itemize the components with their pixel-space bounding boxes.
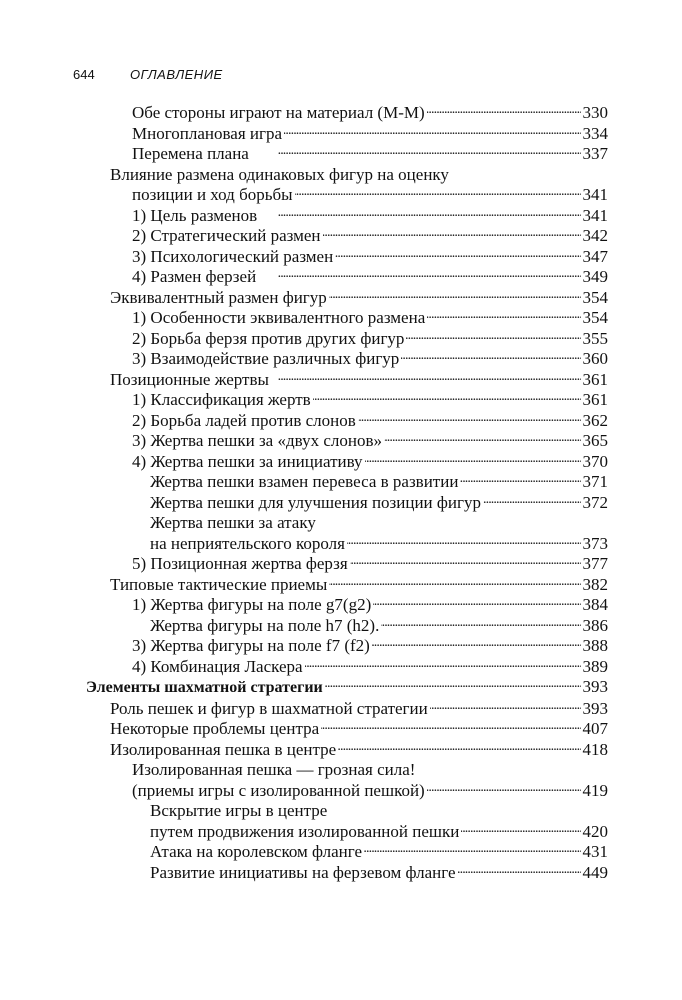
toc-entry-title: Изолированная пешка в центре xyxy=(110,739,337,759)
toc-entry xyxy=(86,636,608,657)
toc-entry-title: Типовые тактические приемы xyxy=(110,574,328,594)
dot-leader xyxy=(347,535,581,549)
toc-entry-title: Обе стороны играют на материал (М-М) xyxy=(132,103,425,122)
toc-entry xyxy=(86,185,608,206)
toc-entry xyxy=(86,226,608,247)
dot-leader xyxy=(284,125,580,139)
toc-entry-title: Изолированная пешка — грозная сила! xyxy=(132,760,416,779)
dot-leader xyxy=(430,700,581,714)
toc-entry-page: 372 xyxy=(582,492,608,512)
toc-entry-title: 2) Борьба ладей против слонов xyxy=(132,410,356,430)
toc-entry xyxy=(86,822,608,843)
toc-entry-page: 361 xyxy=(582,390,608,409)
toc-entry-title: на неприятельского короля xyxy=(150,533,345,553)
toc-entry xyxy=(86,493,608,514)
dot-leader xyxy=(384,432,581,446)
dot-leader xyxy=(461,823,580,837)
dot-leader xyxy=(460,473,580,487)
toc-entry-page: 354 xyxy=(582,287,608,307)
toc-entry xyxy=(86,760,608,781)
dot-leader xyxy=(325,678,581,692)
toc-entry xyxy=(86,144,608,165)
toc-entry-page: 360 xyxy=(582,349,608,368)
toc-entry xyxy=(86,740,608,761)
toc-entry xyxy=(86,411,608,432)
toc-entry xyxy=(86,699,608,720)
toc-entry-page: 386 xyxy=(582,615,608,635)
toc-entry xyxy=(86,452,608,473)
toc-entry-page: 393 xyxy=(582,677,608,696)
toc-entry xyxy=(86,267,608,288)
toc-entry-title: Некоторые проблемы центра xyxy=(110,719,320,738)
toc-entry xyxy=(86,165,608,186)
toc-entry-title: 3) Психологический размен xyxy=(132,246,334,266)
toc-entry-page: 370 xyxy=(582,451,608,471)
toc-entry-title: Роль пешек и фигур в шахматной стратегии xyxy=(110,698,428,718)
toc-entry-page: 382 xyxy=(582,574,608,594)
toc-entry xyxy=(86,103,608,124)
toc-entry-page: 334 xyxy=(582,123,608,143)
toc-entry-page: 388 xyxy=(582,636,608,655)
toc-entry-page: 418 xyxy=(582,739,608,759)
toc-entry xyxy=(86,595,608,616)
dot-leader xyxy=(295,186,581,200)
toc-entry-page: 361 xyxy=(582,369,608,389)
toc-entry xyxy=(86,677,608,699)
toc-entry-title: путем продвижения изолированной пешки xyxy=(150,821,460,841)
dot-leader xyxy=(427,104,581,118)
toc-entry-title: 4) Комбинация Ласкера xyxy=(132,656,303,676)
toc-entry xyxy=(86,616,608,637)
toc-entry-title: Жертва пешки для улучшения позиции фигур xyxy=(150,492,481,512)
dot-leader xyxy=(458,864,581,878)
toc-entry-title: 4) Размен ферзей xyxy=(132,267,257,286)
toc-entry xyxy=(86,431,608,452)
toc-entry-page: 449 xyxy=(582,862,608,882)
toc-entry-title: Эквивалентный размен фигур xyxy=(110,287,327,307)
toc-entry-title: 2) Стратегический размен xyxy=(132,226,321,245)
toc-entry xyxy=(86,534,608,555)
toc-entry-page: 342 xyxy=(582,226,608,245)
toc-entry-page: 389 xyxy=(582,656,608,676)
toc-entry-page: 377 xyxy=(582,554,608,573)
toc-entry-title: 3) Жертва фигуры на поле f7 (f2) xyxy=(132,636,370,655)
toc-entry-title: Перемена плана xyxy=(132,144,249,163)
dot-leader xyxy=(271,371,581,385)
toc-entry xyxy=(86,657,608,678)
toc-entry-title: 3) Взаимодействие различных фигур xyxy=(132,349,400,368)
dot-leader xyxy=(251,145,581,159)
toc-entry-page: 337 xyxy=(582,144,608,163)
toc-entry-title: Жертва фигуры на поле h7 (h2). xyxy=(150,615,380,635)
toc-entry-page: 393 xyxy=(582,698,608,718)
toc-entry xyxy=(86,513,608,534)
dot-leader xyxy=(365,453,581,467)
toc-entry xyxy=(86,390,608,411)
toc-entry-title: 5) Позиционная жертва ферзя xyxy=(132,554,348,573)
toc-entry-page: 365 xyxy=(582,431,608,450)
toc-entry-title: Развитие инициативы на ферзевом фланге xyxy=(150,862,456,882)
toc-entry-page: 349 xyxy=(582,267,608,286)
dot-leader xyxy=(329,289,581,303)
toc-entry-title: позиции и ход борьбы xyxy=(132,185,293,204)
page-title: ОГЛАВЛЕНИЕ xyxy=(130,67,223,82)
toc-entry-page: 341 xyxy=(582,185,608,204)
dot-leader xyxy=(381,617,580,631)
toc-entry-page: 420 xyxy=(582,821,608,841)
dot-leader xyxy=(427,782,581,796)
toc-entry-title: Влияние размена одинаковых фигур на оценку xyxy=(110,164,449,184)
toc-entry-title: 1) Классификация жертв xyxy=(132,390,311,409)
dot-leader xyxy=(259,207,580,221)
toc-entry xyxy=(86,308,608,329)
toc-entry-title: (приемы игры с изолированной пешкой) xyxy=(132,780,425,800)
toc-entry-page: 431 xyxy=(582,842,608,861)
dot-leader xyxy=(323,227,581,241)
toc-entry-page: 354 xyxy=(582,308,608,327)
toc-entry-title: Жертва пешки за атаку xyxy=(150,513,316,532)
toc-entry-page: 384 xyxy=(582,595,608,614)
dot-leader xyxy=(401,350,580,364)
toc-entry-page: 347 xyxy=(582,246,608,266)
dot-leader xyxy=(258,268,580,282)
toc-entry xyxy=(86,349,608,370)
toc-entry xyxy=(86,124,608,145)
toc-entry-title: 1) Жертва фигуры на поле g7(g2) xyxy=(132,595,372,614)
dot-leader xyxy=(321,720,580,734)
toc-entry-title: 4) Жертва пешки за инициативу xyxy=(132,451,363,471)
toc-entry-page: 371 xyxy=(582,472,608,491)
dot-leader xyxy=(335,248,580,262)
dot-leader xyxy=(350,555,581,569)
toc-entry xyxy=(86,781,608,802)
table-of-contents xyxy=(86,103,608,883)
dot-leader xyxy=(373,596,580,610)
toc-entry xyxy=(86,554,608,575)
toc-entry-page: 373 xyxy=(582,533,608,553)
toc-entry-page: 341 xyxy=(582,205,608,225)
dot-leader xyxy=(427,309,580,323)
dot-leader xyxy=(338,741,580,755)
toc-entry xyxy=(86,842,608,863)
dot-leader xyxy=(305,658,581,672)
toc-entry xyxy=(86,719,608,740)
toc-entry-title: Вскрытие игры в центре xyxy=(150,801,328,820)
toc-entry-title: Элементы шахматной стратегии xyxy=(86,679,323,696)
toc-entry xyxy=(86,575,608,596)
toc-entry-page: 355 xyxy=(582,328,608,348)
toc-entry-title: 3) Жертва пешки за «двух слонов» xyxy=(132,431,382,450)
toc-entry xyxy=(86,370,608,391)
toc-entry-title: Многоплановая игра xyxy=(132,123,283,143)
dot-leader xyxy=(483,494,581,508)
toc-entry-title: 1) Цель разменов xyxy=(132,205,258,225)
toc-entry-title: Атака на королевском фланге xyxy=(150,842,363,861)
dot-leader xyxy=(406,330,580,344)
dot-leader xyxy=(364,843,580,857)
toc-entry xyxy=(86,863,608,884)
toc-entry xyxy=(86,247,608,268)
dot-leader xyxy=(372,637,581,651)
dot-leader xyxy=(313,391,581,405)
toc-entry xyxy=(86,472,608,493)
toc-entry xyxy=(86,288,608,309)
toc-entry-title: 1) Особенности эквивалентного размена xyxy=(132,308,426,327)
page-number: 644 xyxy=(73,67,95,82)
dot-leader xyxy=(358,412,581,426)
toc-entry xyxy=(86,206,608,227)
toc-entry xyxy=(86,801,608,822)
toc-entry-title: Позиционные жертвы xyxy=(110,369,269,389)
dot-leader xyxy=(329,576,580,590)
toc-entry-title: Жертва пешки взамен перевеса в развитии xyxy=(150,472,459,491)
toc-entry-page: 407 xyxy=(582,719,608,738)
toc-entry-page: 330 xyxy=(582,103,608,122)
toc-entry-page: 419 xyxy=(582,780,608,800)
toc-entry-page: 362 xyxy=(582,410,608,430)
toc-entry xyxy=(86,329,608,350)
toc-entry-title: 2) Борьба ферзя против других фигур xyxy=(132,328,405,348)
